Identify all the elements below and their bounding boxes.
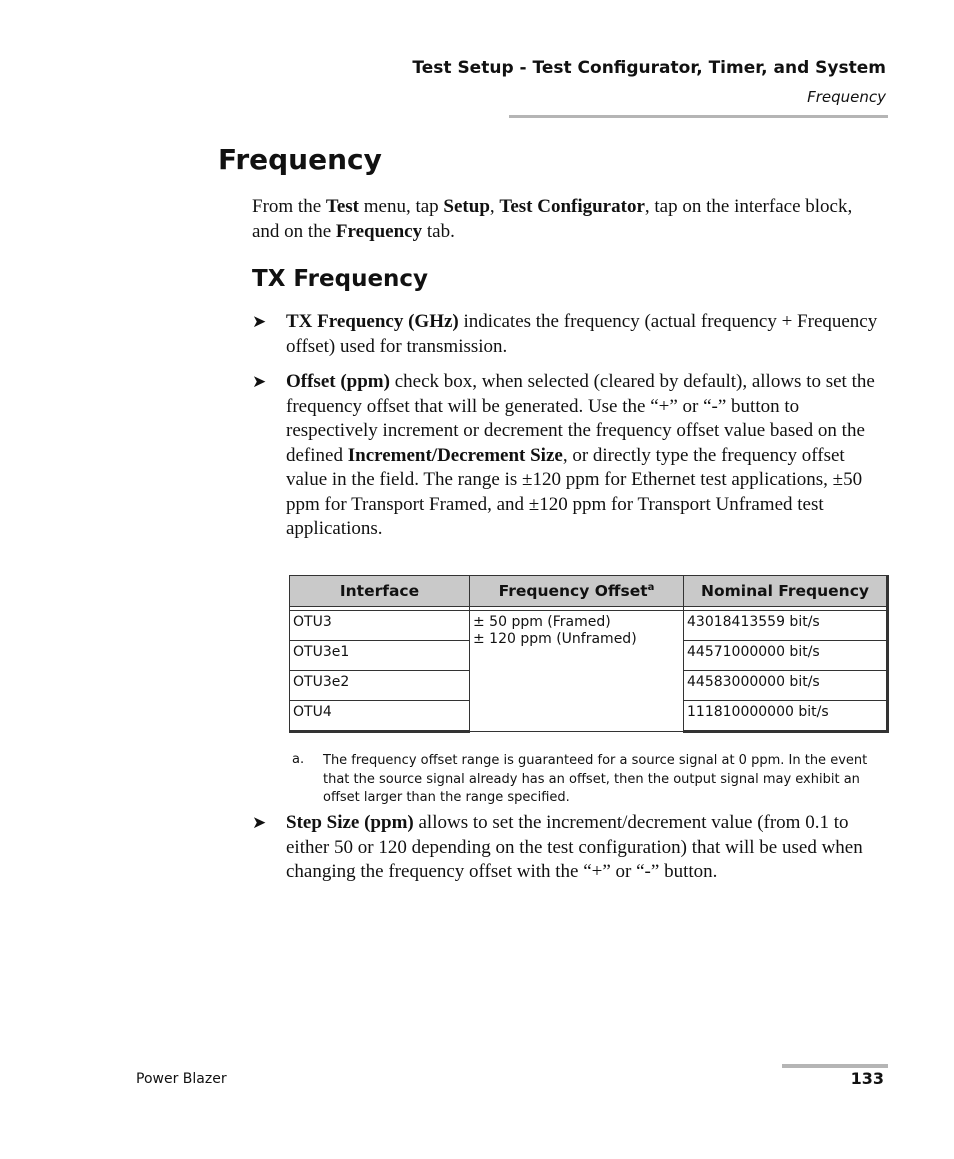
header-nominal-frequency: Nominal Frequency: [684, 576, 888, 607]
bullet-text: [286, 310, 884, 359]
cell-nominal: [684, 701, 888, 732]
footer-rule: [782, 1064, 888, 1068]
frequency-table: [289, 575, 889, 733]
cell-nominal: [684, 611, 888, 641]
header-interface: Interface: [290, 576, 470, 607]
page-title: Frequency: [218, 143, 382, 176]
footnote-mark: a: [647, 581, 655, 593]
bullet-term: Offset (ppm): [286, 371, 390, 392]
interface-value: OTU3: [293, 614, 332, 630]
bullet-text: [286, 370, 884, 542]
intro-menu-test-configurator: Test Configurator: [499, 196, 645, 217]
intro-text-4: , tap on the interface block, and on the: [252, 196, 853, 242]
offset-framed: ± 50 ppm (Framed): [473, 614, 611, 630]
cell-frequency-offset: [470, 611, 684, 732]
cell-interface: [290, 611, 470, 641]
interface-value: OTU3e1: [293, 644, 350, 660]
interface-value: OTU4: [293, 704, 332, 720]
header-frequency-offset: [470, 576, 684, 607]
bullet-text: [286, 811, 884, 885]
bullet-description: check box, when selected (cleared by default), allows to set the frequency offset that will be generated. Use the “+” or “-” button to respectively increment or decrement the frequency offset value based on the defined: [286, 371, 875, 466]
bullet-offset: [252, 370, 884, 542]
table-row: [290, 611, 888, 641]
cell-nominal: [684, 671, 888, 701]
intro-text-5: tab.: [422, 220, 455, 242]
bullet-term-increment-size: Increment/Decrement Size: [347, 444, 563, 466]
nominal-value: 111810000000 bit/s: [687, 704, 829, 720]
running-header-title: Test Setup - Test Configurator, Timer, and System: [412, 58, 886, 78]
running-header-subtitle: Frequency: [807, 88, 886, 106]
intro-menu-setup: Setup: [443, 196, 490, 217]
cell-interface: [290, 701, 470, 732]
bullet-description: indicates the frequency (actual frequency + Frequency offset) used for transmission.: [286, 311, 878, 357]
bullet-tx-frequency: [252, 310, 884, 359]
page-number: 133: [850, 1069, 884, 1088]
footnote-label: a.: [292, 752, 305, 767]
bullet-arrow-icon: ➤: [252, 372, 267, 392]
header-rule: [509, 115, 888, 118]
cell-nominal: [684, 641, 888, 671]
nominal-value: 44571000000 bit/s: [687, 644, 820, 660]
section-title: TX Frequency: [252, 266, 429, 292]
intro-paragraph: [252, 195, 882, 244]
intro-text-1: From the: [252, 196, 326, 217]
bullet-arrow-icon: ➤: [252, 813, 267, 833]
intro-tab-frequency: Frequency: [335, 220, 423, 242]
interface-value: OTU3e2: [293, 674, 350, 690]
nominal-value: 43018413559 bit/s: [687, 614, 820, 630]
intro-menu-test: Test: [325, 196, 359, 217]
offset-unframed: ± 120 ppm (Unframed): [473, 631, 637, 647]
intro-text-3: ,: [489, 196, 500, 217]
bullet-description-cont: , or directly type the frequency offset value in the field. The range is ±120 ppm for Ethernet test applications, ±50 ppm for Transport Framed, and ±120 ppm for Transport Unframed test applications.: [286, 444, 863, 539]
bullet-arrow-icon: ➤: [252, 312, 267, 332]
bullet-term: Step Size (ppm): [286, 812, 414, 833]
bullet-description: allows to set the increment/decrement value (from 0.1 to either 50 or 120 depending on the test configuration) that will be used when changing the frequency offset with the “+” or “-” button.: [286, 812, 863, 882]
table-header-row: [290, 576, 888, 607]
cell-interface: [290, 641, 470, 671]
footnote-text: The frequency offset range is guaranteed for a source signal at 0 ppm. In the event that the source signal already has an offset, then the output signal may exhibit an offset larger than the range specified.: [323, 753, 868, 805]
header-frequency-offset-label: Frequency Offset: [498, 582, 648, 601]
bullet-term: TX Frequency (GHz): [286, 311, 459, 332]
footer-product-name: Power Blazer: [136, 1071, 227, 1087]
intro-text-2: menu, tap: [358, 196, 444, 217]
cell-interface: [290, 671, 470, 701]
nominal-value: 44583000000 bit/s: [687, 674, 820, 690]
bullet-step-size: [252, 811, 884, 885]
